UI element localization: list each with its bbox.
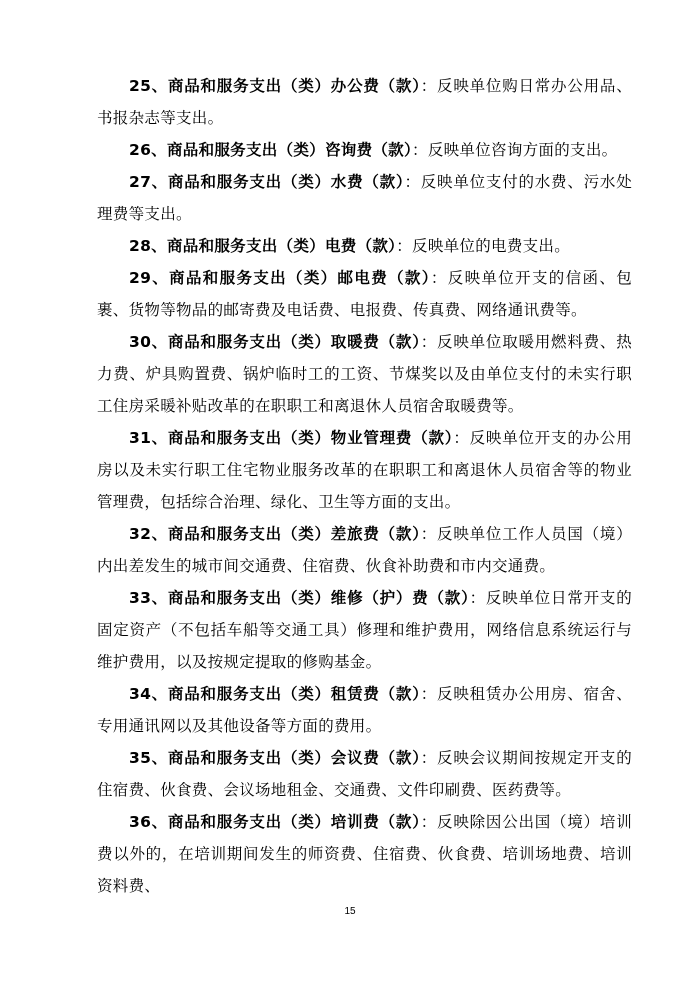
paragraph-item [97, 230, 632, 262]
paragraph-heading: 26、商品和服务支出（类）咨询费（款） [129, 141, 413, 159]
paragraph-text: ：反映单位开支的信函、包裹、货物等物品的邮寄费及电话费、电报费、传真费、网络通讯费等。 [97, 269, 632, 319]
paragraph-text: ：反映单位购日常办公用品、书报杂志等支出。 [97, 77, 632, 127]
paragraph-item [97, 678, 632, 742]
paragraph-heading: 32、商品和服务支出（类）差旅费（款） [129, 525, 421, 543]
paragraph-text: ：反映单位取暖用燃料费、热力费、炉具购置费、锅炉临时工的工资、节煤奖以及由单位支付的未实行职工住房采暖补贴改革的在职职工和离退休人员宿舍取暖费等。 [97, 333, 632, 415]
paragraph-heading: 34、商品和服务支出（类）租赁费（款） [129, 685, 421, 703]
document-body [97, 70, 632, 902]
paragraph-text: ：反映单位开支的办公用房以及未实行职工住宅物业服务改革的在职职工和离退休人员宿舍等的物业管理费，包括综合治理、绿化、卫生等方面的支出。 [97, 429, 632, 511]
paragraph-item [97, 166, 632, 230]
paragraph-item [97, 518, 632, 582]
paragraph-heading: 36、商品和服务支出（类）培训费（款） [129, 813, 421, 831]
page-number: 15 [344, 906, 356, 917]
paragraph-text: ：反映租赁办公用房、宿舍、专用通讯网以及其他设备等方面的费用。 [97, 685, 632, 735]
paragraph-heading: 27、商品和服务支出（类）水费（款） [129, 173, 405, 191]
paragraph-item [97, 582, 632, 678]
paragraph-item [97, 262, 632, 326]
paragraph-item [97, 806, 632, 902]
paragraph-text: ：反映单位日常开支的固定资产（不包括车船等交通工具）修理和维护费用，网络信息系统运行与维护费用，以及按规定提取的修购基金。 [97, 589, 632, 671]
paragraph-heading: 29、商品和服务支出（类）邮电费（款） [129, 269, 431, 287]
paragraph-item [97, 422, 632, 518]
paragraph-heading: 25、商品和服务支出（类）办公费（款） [129, 77, 421, 95]
paragraph-heading: 31、商品和服务支出（类）物业管理费（款） [129, 429, 454, 447]
paragraph-text: ：反映会议期间按规定开支的住宿费、伙食费、会议场地租金、交通费、文件印刷费、医药费等。 [97, 749, 632, 799]
paragraph-heading: 35、商品和服务支出（类）会议费（款） [129, 749, 421, 767]
paragraph-item [97, 742, 632, 806]
paragraph-item [97, 70, 632, 134]
paragraph-item [97, 134, 632, 166]
paragraph-text: ：反映单位的电费支出。 [396, 237, 571, 255]
paragraph-heading: 28、商品和服务支出（类）电费（款） [129, 237, 397, 255]
paragraph-heading: 30、商品和服务支出（类）取暖费（款） [129, 333, 421, 351]
paragraph-text: ：反映单位咨询方面的支出。 [412, 141, 618, 159]
paragraph-text: ：反映单位支付的水费、污水处理费等支出。 [97, 173, 632, 223]
paragraph-text: ：反映单位工作人员国（境）内出差发生的城市间交通费、住宿费、伙食补助费和市内交通费。 [97, 525, 632, 575]
paragraph-heading: 33、商品和服务支出（类）维修（护）费（款） [129, 589, 470, 607]
paragraph-text: ：反映除因公出国（境）培训费以外的，在培训期间发生的师资费、住宿费、伙食费、培训场地费、培训资料费、 [97, 813, 632, 895]
paragraph-item [97, 326, 632, 422]
